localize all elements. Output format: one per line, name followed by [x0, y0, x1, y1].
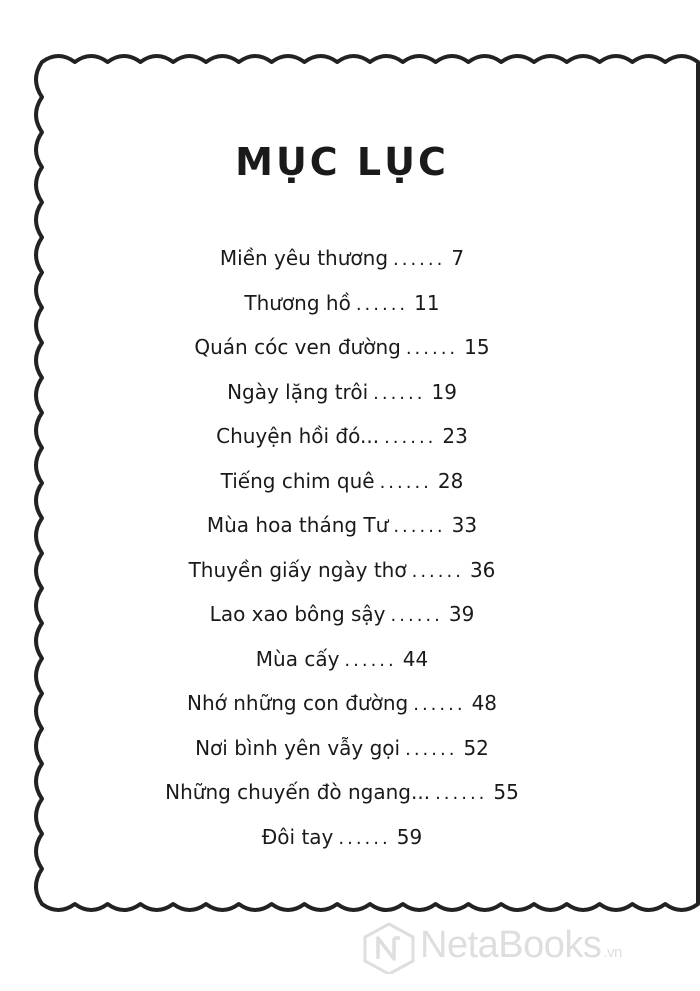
toc-entry: [0, 639, 684, 684]
toc-entry-leader-dots: ......: [373, 382, 426, 404]
toc-entry-title: Mùa hoa tháng Tư: [206, 513, 389, 537]
toc-entry-title: Thuyền giấy ngày thơ: [188, 557, 407, 582]
netabooks-logo-icon: [362, 922, 416, 974]
watermark-brand-name: NetaBooks: [420, 924, 602, 966]
toc-entry: [0, 505, 684, 550]
toc-entry-title: Ngày lặng trôi: [227, 379, 369, 404]
toc-list: [0, 238, 684, 861]
toc-entry-page-number: 59: [396, 824, 423, 849]
toc-entry-leader-dots: ......: [379, 471, 432, 493]
toc-entry-leader-dots: ......: [411, 560, 464, 582]
toc-entry-leader-dots: ......: [384, 427, 437, 448]
toc-entry-page-number: 36: [469, 557, 496, 582]
toc-entry: [0, 372, 684, 417]
toc-entry-title: Nhớ những con đường: [186, 691, 409, 715]
toc-entry-page-number: 44: [402, 646, 429, 671]
toc-entry-title: Miền yêu thương: [219, 246, 389, 270]
toc-entry-leader-dots: ......: [393, 249, 446, 270]
toc-entry-page-number: 55: [493, 780, 519, 804]
toc-entry: [0, 550, 684, 595]
toc-entry-leader-dots: ......: [435, 783, 488, 804]
toc-entry-leader-dots: ......: [355, 293, 409, 315]
toc-entry: [0, 728, 684, 773]
toc-entry: [0, 238, 684, 283]
toc-entry-title: Tiếng chim quê: [220, 468, 375, 493]
toc-entry-title: Chuyện hồi đó...: [216, 424, 380, 448]
toc-entry: [0, 283, 684, 328]
toc-entry-leader-dots: ......: [344, 649, 397, 671]
toc-entry-page-number: 39: [448, 602, 475, 626]
toc-entry-leader-dots: ......: [393, 516, 446, 537]
watermark-tld: .vn: [603, 944, 622, 961]
toc-entry-page-number: 11: [414, 290, 440, 315]
toc-entry-page-number: 33: [451, 513, 478, 537]
toc-entry: [0, 683, 684, 728]
toc-entry: [0, 416, 684, 461]
toc-entry-page-number: 28: [437, 468, 464, 493]
toc-entry: [0, 772, 684, 817]
toc-entry: [0, 327, 684, 372]
toc-entry-page-number: 23: [442, 424, 468, 448]
toc-title: MỤC LỤC: [235, 140, 449, 184]
toc-entry-leader-dots: ......: [405, 738, 458, 760]
toc-entry-leader-dots: ......: [413, 694, 466, 715]
toc-entry-title: Thương hồ: [244, 290, 351, 315]
toc-entry-title: Nơi bình yên vẫy gọi: [195, 735, 401, 760]
toc-entry-leader-dots: ......: [405, 338, 459, 359]
toc-entry-title: Lao xao bông sậy: [209, 602, 386, 626]
toc-entry-page-number: 19: [431, 379, 457, 404]
watermark-brand: [420, 924, 622, 967]
toc-entry: [0, 461, 684, 506]
toc-entry: [0, 594, 684, 639]
toc-entry-title: Đôi tay: [261, 824, 334, 849]
toc-entry-title: Những chuyến đò ngang...: [165, 780, 431, 804]
netabooks-watermark: [362, 922, 700, 974]
toc-entry-page-number: 7: [451, 246, 465, 270]
toc-entry-page-number: 15: [464, 335, 490, 359]
toc-entry-page-number: 48: [471, 691, 498, 715]
toc-entry-leader-dots: ......: [338, 827, 391, 849]
toc-entry-page-number: 52: [463, 735, 489, 760]
toc-entry-leader-dots: ......: [390, 605, 443, 626]
toc-entry-title: Quán cóc ven đường: [194, 335, 401, 359]
toc-entry-title: Mùa cấy: [255, 646, 340, 671]
toc-entry: [0, 817, 684, 862]
